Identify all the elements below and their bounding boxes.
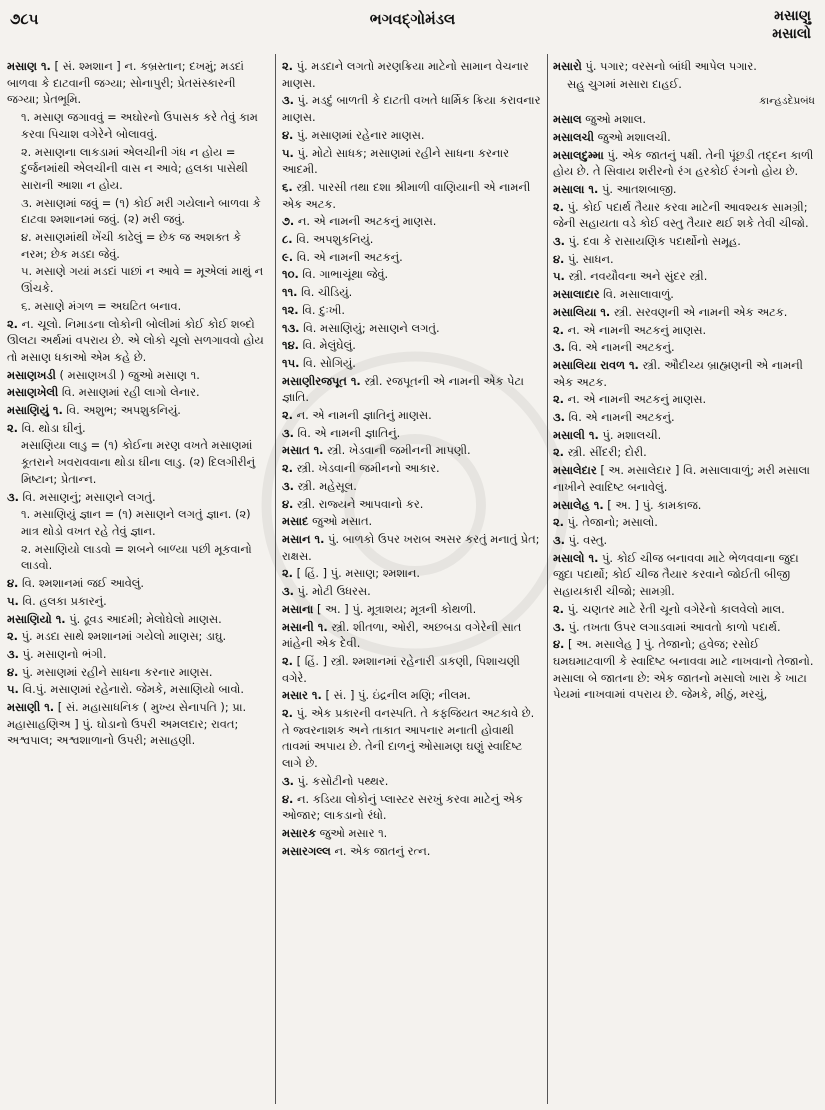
entry-sense [553,233,815,250]
headword: મસાલદુમ્મા [553,147,604,162]
entry-sense [282,213,544,230]
entry-sense [7,489,269,506]
entry-sense [553,601,815,618]
entry-sense [7,144,269,194]
definition-text: પું. ચણતર માટે રેતી ચૂનો વગેરેનો કાલવેલો માલ. [567,601,785,616]
page-number: ૭૮૫ [10,10,39,28]
entry-sense [7,646,269,663]
dictionary-entry [282,531,544,564]
headword: ૬. [282,179,293,194]
headword: ૩. [282,584,294,599]
dictionary-entry [7,402,269,419]
headword: ૧૪. [282,338,299,353]
definition-text: [ અ. મસાલેહ ] પું. તેજાનો; હવેજ; રસોઈ ઘમઘમાટવાળી કે સ્વાદિષ્ટ બનાવવા માટે નાખવાનો તેજાનો. મસાલા બે જાતના છે: એક જાતનો મસાલો ખારા કે ખાટા પેયમાં નાખવામાં વપરાય છે. જેમકે, મીઠું, મરચું, [553,637,814,702]
definition-text: પું. તેજાનો; મસાલો. [567,515,658,530]
dictionary-entry [282,373,544,406]
entry-sense [7,575,269,592]
definition-text: વિ. મેલુંઘેલું. [302,338,356,353]
definition-text: પું. દવા કે રાસાયણિક પદાર્થોનો સમૂહ. [568,234,741,249]
entry-sense [7,681,269,698]
definition-text: સ્ત્રી. મહેસૂલ. [297,478,357,493]
definition-text: ન. એ નામની અટકનું માણસ. [567,392,707,407]
definition-text: ૨. મસાણિયો લાડવો = શબને બાળ્યા પછી મૂકવાનો લાડવો. [21,541,252,573]
definition-text: પું. વસ્તુ. [568,532,608,547]
definition-text: પું. મસાણમાં રહીને સાધના કરનાર માણસ. [22,664,213,679]
entry-sense [553,636,815,703]
headword: ૯. [282,249,294,264]
definition-text: કાન્હડદેપ્રબંધ [759,95,815,108]
entry-sense [282,58,544,91]
headword: મસાની ૧. [282,619,328,634]
entry-sense [282,231,544,248]
entry-sense [282,565,544,582]
headword: ૨. [553,392,565,407]
headword: ૧૩. [282,320,300,335]
entry-sense [553,268,815,285]
entry-sense [282,337,544,354]
dictionary-entry [553,147,815,180]
dictionary-entry [282,687,544,704]
column-1 [7,58,269,750]
headword: ૨. [282,461,294,476]
dictionary-entry [553,427,815,444]
definition-text: પું. કસોટીનો પથ્થર. [297,773,389,788]
headword: મસાલાદાર [553,287,600,302]
headword: મસાણિયો ૧. [7,611,66,626]
headword: મસાલચી [553,129,595,144]
definition-text: સ્ત્રી. રાજ્યને આપવાનો કર. [297,496,424,511]
entry-sense [282,705,544,772]
definition-text: સહુ ચુગમાં મસારા દાહઈ. [567,76,682,91]
headword: ૨. [553,601,565,616]
headword: મસાણિયું ૧. [7,403,63,418]
definition-text: [ સં. મહાસાધનિક ( મુખ્ય સેનાપતિ ); પ્રા. મહાસાહણિઅ ] પું. ઘોડાનો ઉપરી અમલદાર; રાવત; અશ્વપાલ; અશ્વશાળાનો ઉપરી; મસાહણી. [7,700,247,748]
headword: ૫. [553,269,565,284]
dictionary-entry [282,843,544,860]
entry-sense [553,251,815,268]
definition-text: ન. ચૂલો. નિમાડના લોકોની બોલીમાં કોઈ કોઈ શબ્દો ઊલટા અર્થમાં વપરાય છે. એ લોકો ચૂલો સળગાવવો હોય તો મસાણ ધકાઓ એમ કહે છે. [7,316,264,364]
dictionary-entry [553,181,815,198]
entry-sense [553,409,815,426]
entry-sense [553,619,815,636]
dictionary-entry [553,304,815,321]
entry-sense [7,541,269,574]
headword: ૩. [553,340,565,355]
definition-text: [ હિં. ] પું. મસાણ; શ્મશાન. [296,566,421,581]
definition-text: વિ. મસાણમાં રહી લાગો લેનાર. [61,385,200,400]
definition-text: સ્ત્રી. શીતળા, ઓરી, અછબડા વગેરેની સાત માંહેની એક દેવી. [282,619,522,651]
guide-word-first: મસાણુ [774,8,811,24]
definition-text: ( મસાણખડી ) જુઓ મસાણ ૧. [59,367,200,382]
headword: મસારક [282,825,316,840]
headword: ૨. [7,420,19,435]
definition-text: વિ. હલકા પ્રકારનું. [22,593,107,608]
definition-text: વિ. એ નામની અટકનું. [296,249,403,264]
column-divider-2 [547,54,548,1104]
definition-text: મસાણિયા લાડુ = (૧) કોઈના મરણ વખતે મસાણમાં કૂતરાને ખવરાવવાના થોડા ઘીના લાડુ. (૨) દિલગીરીનું મિષ્ટાન; પ્રેતાન્ન. [21,438,256,486]
definition-text: [ અ. ] પું. કામકાજ. [607,497,702,512]
definition-text: વિ. મસાલાવાળું. [603,287,674,302]
definition-text: [ હિં. ] સ્ત્રી. શ્મશાનમાં રહેનારી ડાકણી, પિશાચણી વગેરે. [282,653,520,685]
running-title: ભગવદ્ગોમંડલ [369,10,456,28]
dictionary-entry [553,550,815,600]
headword: મસાન ૧. [282,531,325,546]
definition-text: પું. મસાણમાં રહેનાર માણસ. [297,127,425,142]
definition-text: પું. આતશબાજી. [601,181,677,196]
headword: મસાલી ૧. [553,427,599,442]
definition-text: ૨. મસાણના લાકડામાં એલચીની ગંધ ન હોય = દુર્જનમાંથી એલચીની વાસ ન આવે; હલકા પાસેથી સારાની આશા ન હોય. [21,144,248,192]
definition-text: પું. તખતા ઉપર લગાડવામાં આવતો કાળો પદાર્થ. [568,619,781,634]
headword: ૩. [282,478,294,493]
definition-text: સ્ત્રી. સરવણની એ નામની એક અટક. [613,304,788,319]
definition-text: વિ. મસાણિયું; મસાણને લગતું. [303,320,440,335]
headword: મસાલા ૧. [553,181,599,196]
definition-text: પું. મડદાને લગતો મરણક્રિયા માટેનો સામાન વેચનાર માણસ. [282,59,529,90]
definition-text: ન. કડિયા લોકોનું પ્લાસ્ટર સરખું કરવા માટેનું એક ઓજાર; લાકડાનો રંધો. [282,791,523,823]
headword: મસારગલ્લ [282,843,331,858]
headword: ૩. [553,234,565,249]
page-header [0,0,825,42]
entry-sense [282,127,544,144]
headword: મસાદ [282,514,309,529]
entry-sense [7,229,269,262]
headword: ૨. [282,706,294,721]
headword: ૨. [7,629,19,644]
headword: ૨. [7,316,19,331]
entry-sense [282,791,544,824]
definition-text: ન. એ નામની જ્ઞાતિનું માણસ. [296,408,432,423]
headword: ૩. [282,425,294,440]
headword: મસારો [553,59,582,73]
entry-sense [553,532,815,549]
entry-sense [7,506,269,539]
definition-text: પું. મશાલચી. [602,427,662,442]
definition-text: સ્ત્રી. ખેડવાની જમીનનો આકાર. [296,461,440,476]
definition-text: વિ. એ નામની અટકનું. [568,340,675,355]
entry-sense [7,420,269,437]
entry-sense [282,407,544,424]
entry-sense [7,316,269,366]
dictionary-entry [7,58,269,108]
headword: ૪. [282,791,294,806]
entry-sense [7,664,269,681]
definition-text: [ સં. ] પું. ઇંદ્રનીલ મણિ; નીલમ. [325,688,471,703]
headword: ૩. [282,93,294,108]
definition-text: ૫. મસાણે ગયાં મડદાં પાછાં ન આવે = મૂએલાં માથું ન ઊંચકે. [21,264,264,296]
definition-text: પું. પગાર; વરસનો બાંધી આપેલ પગાર. [585,59,757,73]
definition-text: વિ. સોગિયું. [303,355,356,370]
dictionary-entry [7,384,269,401]
headword: ૩. [7,489,19,504]
entry-sense [553,76,815,93]
definition-text: ૩. મસાણમાં જવું = (૧) કોઈ મરી ગયેલાને બાળવા કે દાટવા શ્મશાનમાં જવું. (૨) મરી જવું. [21,195,261,227]
headword: ૧૫. [282,355,300,370]
headword: મસાના [282,601,314,616]
definition-text: પું. મડદું બાળતી કે દાટતી વખતે ધાર્મિક ક્રિયા કરાવનાર માણસ. [282,93,541,125]
dictionary-entry [553,497,815,514]
dictionary-entry [553,111,815,128]
dictionary-entry [7,367,269,384]
definition-text: પું. મોટી ઉધરસ. [297,584,371,599]
column-divider-1 [275,54,276,1104]
dictionary-entry [282,513,544,530]
definition-text: પું. કોઈ પદાર્થ તૈયાર કરવા માટેની આવશ્યક સામગ્રી; જેની સહાયતા વડે કોઈ વસ્તુ તૈયાર થઈ શકે તેવી ચીજો. [553,199,809,231]
definition-text: સ્ત્રી. સીંદરી; દોરી. [567,445,647,460]
definition-text: વિ.પું. મસાણમાં રહેનારો. જેમકે, મસાણિયો બાવો. [22,682,245,697]
entry-sense [282,355,544,372]
definition-text: વિ. અશુભ; અપશુકનિયું. [66,403,181,418]
headword: ૨. [553,515,565,530]
definition-text: સ્ત્રી. પારસી તથા દશા શ્રીમાળી વાણિયાની એ નામની એક અટક. [282,179,531,211]
entry-sense [7,593,269,610]
entry-sense [282,284,544,301]
definition-text: સ્ત્રી. નવયૌવના અને સુંદર સ્ત્રી. [568,269,708,284]
headword: મસાલેહ ૧. [553,497,604,512]
definition-text: ૬. મસાણે મંગળ = અઘટિત બનાવ. [21,298,182,313]
definition-text: સ્ત્રી. ખેડવાની જમીનની માપણી. [327,443,471,458]
headword: મસાણ ૧. [7,59,51,73]
entry-sense [553,339,815,356]
definition-text: જુઓ મશાલ. [585,112,647,127]
entry-sense [7,109,269,142]
definition-text: સ્ત્રી. ઔદીચ્ય બ્રાહ્મણની એ નામની એક અટક. [553,357,803,389]
citation-source [553,93,815,110]
definition-text: પું. સાધન. [568,251,614,266]
headword: ૭. [282,214,295,229]
entry-sense [282,425,544,442]
entry-sense [7,437,269,487]
entry-sense [282,145,544,178]
headword: ૧૦. [282,267,299,282]
headword: ૫. [7,682,19,697]
definition-text: ૪. મસાણમાંથી ખેંચી કાઢેલું = છેક જ અશક્ત કે નરમ; છેક મડદા જેવું. [21,230,242,261]
headword: ૪. [553,251,565,266]
entry-sense [7,263,269,296]
definition-text: જુઓ મસાર ૧. [319,825,388,840]
definition-text: પું. કોઈ ચીજ બનાવવા માટે ભેળવવાના જુદા જુદા પદાર્થો; કોઈ ચીજ તૈયાર કરવાને જોઈતી બીજી સહાયકારી ચીજો; સામગ્રી. [553,550,799,599]
headword: ૪. [553,637,565,652]
entry-sense [282,496,544,513]
definition-text: જુઓ મસાત. [312,514,373,529]
definition-text: પું. મસાણનો ભંગી. [22,646,107,661]
headword: ૫. [7,593,19,608]
definition-text: ન. એ નામની અટકનું માણસ. [297,214,437,229]
headword: મસાલિયા રાવળ ૧. [553,357,639,372]
dictionary-entry [553,58,815,75]
entry-sense [553,444,815,461]
definition-text: વિ. એ નામની અટકનું. [568,410,675,425]
headword: ૨. [282,59,294,73]
headword: ૪. [7,664,19,679]
dictionary-entry [282,825,544,842]
dictionary-entry [553,286,815,303]
headword: ૩. [7,646,19,661]
headword: ૨. [553,445,565,460]
definition-text: [ સં. શ્મશાન ] ન. કબ્રસ્તાન; દખમું; મડદાં બાળવા કે દાટવાની જગ્યા; સોનાપુરી; પ્રેતસંસ્કારની જગ્યા; પ્રેતભૂમિ. [7,59,244,107]
definition-text: વિ. ગાભાચૂંથા જેવું. [302,267,389,282]
headword: મસાલિયા ૧. [553,304,611,319]
headword: ૧૨. [282,302,299,317]
definition-text: ન. એ નામની અટકનું માણસ. [567,322,707,337]
headword: ૮. [282,232,293,247]
definition-text: વિ. મસાણનું; મસાણને લગતું. [22,489,156,504]
definition-text: વિ. થોડા ઘીનું. [21,420,86,435]
dictionary-entry [7,611,269,628]
column-2 [282,58,544,860]
definition-text: જુઓ મશાલચી. [597,129,671,144]
definition-text: પું. મોટો સાધક; મસાણમાં રહીને સાધના કરનાર આદમી. [282,145,510,177]
entry-sense [7,298,269,315]
headword: મસાત ૧. [282,443,324,458]
entry-sense [7,195,269,228]
entry-sense [282,92,544,125]
definition-text: વિ. ચીડિયું. [301,285,353,300]
dictionary-entry [282,601,544,618]
definition-text: પું. ઢૂવડ આદમી; મેલોઘેલો માણસ. [69,611,222,626]
entry-sense [282,653,544,686]
definition-text: વિ. અપશુકનિયું. [296,232,374,247]
definition-text: પું. બાળકો ઉપર ખરાબ અસર કરતું મનાતું પ્રેત; રાક્ષસ. [282,531,540,563]
definition-text: પું. મડદા સાથે શ્મશાનમાં ગયેલો માણસ; ડાઘુ. [21,629,227,644]
entry-sense [282,320,544,337]
headword: ૩. [553,410,565,425]
headword: મસાણખડી [7,367,56,382]
definition-text: [ અ. મસાલેદાર ] વિ. મસાલાવાળું; મરી મસાલા નાખીને સ્વાદિષ્ટ બનાવેલું. [553,463,810,494]
definition-text: વિ. એ નામની જ્ઞાતિનું. [297,425,401,440]
headword: ૧૧. [282,285,298,300]
definition-text: પું. એક પ્રકારની વનસ્પતિ. તે કફજિયત અટકાવે છે. તે જ્વરનાશક અને તાકાત આપનાર મનાતી હોવાથી તાવમાં અપાય છે. તેની દાળનું ઓસામણ ઘણું સ્વાદિષ્ટ લાગે છે. [282,706,535,771]
entry-sense [553,199,815,232]
headword: ૪. [7,576,19,591]
headword: મસાલ [553,112,582,127]
entry-sense [553,514,815,531]
definition-text: પું. એક જાતનું પક્ષી. તેની પૂંછડી તદ્દન કાળી હોય છે. તે સિવાય શરીરનો રંગ હરકોઈ રંગનો હોય છે. [553,147,814,179]
headword: ૩. [553,619,565,634]
dictionary-entry [553,462,815,495]
definition-text: ૧. મસાણિયું જ્ઞાન = (૧) મસાણને લગતું જ્ઞાન. (૨) માત્ર થોડો વખત રહે તેવું જ્ઞાન. [21,507,251,538]
headword: ૨. [553,322,565,337]
entry-sense [282,460,544,477]
definition-text: વિ. શ્મશાનમાં જઈ આવેલું. [22,576,145,591]
headword: મસાર ૧. [282,688,322,703]
definition-text: વિ. દુઃખી. [302,302,346,317]
definition-text: [ અ. ] પું. મૂત્રાશય; મૂત્રની કોથળી. [316,601,477,616]
headword: ૨. [282,408,294,423]
headword: ૩. [553,532,565,547]
headword: ૨. [282,653,294,668]
headword: મસાલો ૧. [553,550,599,565]
definition-text: સ્ત્રી. રજપૂતની એ નામની એક પેટા જ્ઞાતિ. [282,373,524,405]
definition-text: ૧. મસાણ જગાવવું = અઘોરનો ઉપાસક કરે તેવું કામ કરવા પિચાશ વગેરેને બોલાવવું. [21,110,258,141]
entry-sense [282,773,544,790]
dictionary-entry [282,619,544,652]
entry-sense [553,322,815,339]
entry-sense [282,302,544,319]
dictionary-entry [7,699,269,749]
guide-word-last: મસાલો [772,26,811,42]
column-3 [553,58,815,704]
headword: ૪. [282,496,294,511]
entry-sense [282,583,544,600]
dictionary-entry [553,129,815,146]
headword: મસાલેદાર [553,463,597,478]
headword: ૩. [282,773,294,788]
entry-sense [282,266,544,283]
headword: ૪. [282,127,294,142]
headword: ૫. [282,145,294,160]
entry-sense [282,478,544,495]
headword: મસાણીરજપૂત ૧. [282,373,361,388]
headword: ૨. [282,566,294,581]
headword: મસાણી ૧. [7,700,55,715]
entry-sense [282,249,544,266]
headword: ૨. [553,199,565,214]
headword: મસાણખેલી [7,385,59,400]
entry-sense [282,179,544,212]
entry-sense [553,391,815,408]
entry-sense [7,628,269,645]
definition-text: ન. એક જાતનું રત્ન. [334,843,431,858]
dictionary-entry [282,442,544,459]
dictionary-entry [553,357,815,390]
